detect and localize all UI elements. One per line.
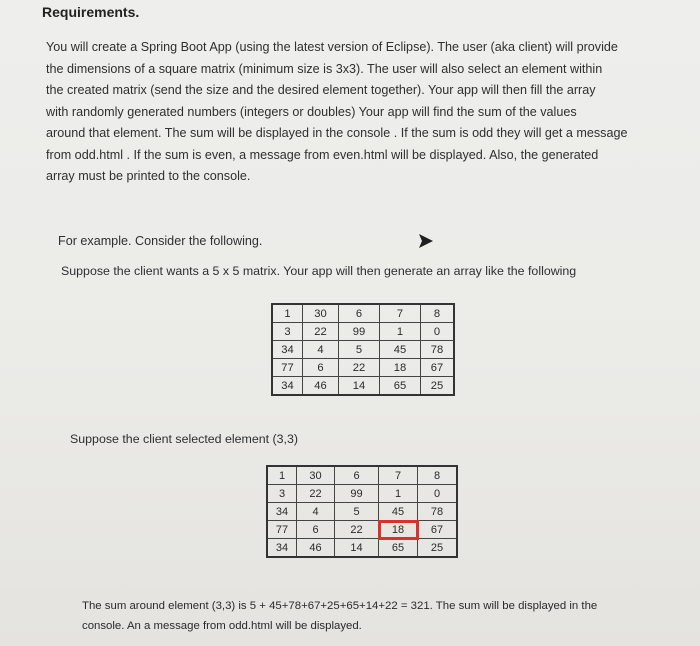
matrix-cell: 0 — [418, 485, 458, 503]
highlighted-matrix-table — [266, 465, 458, 558]
matrix-cell: 0 — [421, 323, 455, 341]
paragraph-line: the created matrix (send the size and the desired element together). Your app will then fill the array — [46, 83, 596, 97]
matrix-cell: 30 — [297, 466, 335, 485]
requirements-heading: Requirements. — [42, 4, 140, 20]
paragraph-line: from odd.html . If the sum is even, a message from even.html will be displayed. Also, the generated — [46, 147, 599, 162]
matrix-row — [272, 377, 454, 396]
matrix-cell: 99 — [339, 323, 380, 341]
matrix-cell: 1 — [267, 466, 297, 485]
matrix-cell: 4 — [297, 503, 335, 521]
example-intro: For example. Consider the following. — [58, 234, 263, 248]
matrix-row — [267, 539, 457, 558]
matrix-cell: 30 — [303, 304, 339, 323]
matrix-cell: 65 — [380, 377, 421, 396]
matrix-cell: 1 — [379, 485, 418, 503]
selected-element-text: Suppose the client selected element (3,3) — [70, 432, 298, 446]
matrix-cell: 25 — [418, 539, 458, 558]
matrix-cell: 6 — [335, 466, 379, 485]
matrix-row — [267, 521, 457, 539]
matrix-cell: 34 — [272, 341, 303, 359]
matrix-row — [272, 341, 454, 359]
matrix-cell: 22 — [303, 323, 339, 341]
matrix-cell: 7 — [380, 304, 421, 323]
matrix-cell: 99 — [335, 485, 379, 503]
matrix-row — [272, 323, 454, 341]
sum-explanation — [82, 596, 642, 636]
paragraph-line: with randomly generated numbers (integers or doubles) Your app will find the sum of the values — [46, 104, 577, 119]
matrix-cell: 14 — [335, 539, 379, 558]
matrix-cell: 78 — [418, 503, 458, 521]
matrix-row — [267, 503, 457, 521]
matrix-cell: 34 — [267, 539, 297, 558]
matrix-cell: 34 — [272, 377, 303, 396]
matrix-row — [272, 359, 454, 377]
matrix-row — [267, 466, 457, 485]
paragraph-line: the dimensions of a square matrix (minimum size is 3x3). The user will also select an element within — [46, 61, 603, 76]
matrix-cell: 7 — [379, 466, 418, 485]
matrix-cell: 46 — [297, 539, 335, 558]
matrix-cell: 1 — [272, 304, 303, 323]
matrix-cell: 4 — [303, 341, 339, 359]
matrix-row — [272, 304, 454, 323]
matrix-cell: 3 — [272, 323, 303, 341]
generated-matrix-table — [271, 303, 455, 396]
matrix-row — [267, 485, 457, 503]
paragraph-line: array must be printed to the console. — [46, 169, 251, 183]
matrix-cell: 14 — [339, 377, 380, 396]
matrix-cell: 45 — [380, 341, 421, 359]
matrix-cell: 77 — [272, 359, 303, 377]
matrix-cell: 67 — [418, 521, 458, 539]
sum-line: console. An a message from odd.html will be displayed. — [82, 620, 362, 632]
matrix-cell: 78 — [421, 341, 455, 359]
matrix-cell: 67 — [421, 359, 455, 377]
matrix-cell: 8 — [418, 466, 458, 485]
matrix-cell: 5 — [335, 503, 379, 521]
matrix-cell: 45 — [379, 503, 418, 521]
matrix-cell: 77 — [267, 521, 297, 539]
paragraph-line: You will create a Spring Boot App (using the latest version of Eclipse). The user (aka client) will provide — [46, 40, 618, 54]
matrix-cell: 22 — [297, 485, 335, 503]
matrix-cell: 25 — [421, 377, 455, 396]
matrix-cell: 5 — [339, 341, 380, 359]
matrix-cell: 22 — [335, 521, 379, 539]
suppose-matrix-text: Suppose the client wants a 5 x 5 matrix. Your app will then generate an array like the following — [61, 264, 577, 278]
paragraph-line: around that element. The sum will be displayed in the console . If the sum is odd they will get a message — [46, 126, 628, 140]
matrix-cell: 6 — [297, 521, 335, 539]
sum-line: The sum around element (3,3) is 5 + 45+78+67+25+65+14+22 = 321. The sum will be displayed in the — [82, 600, 598, 612]
matrix-cell: 34 — [267, 503, 297, 521]
matrix-cell: 6 — [339, 304, 380, 323]
matrix-cell: 1 — [380, 323, 421, 341]
selected-matrix-cell: 18 — [379, 521, 418, 539]
matrix-cell: 65 — [379, 539, 418, 558]
matrix-cell: 6 — [303, 359, 339, 377]
matrix-cell: 3 — [267, 485, 297, 503]
matrix-cell: 18 — [380, 359, 421, 377]
matrix-cell: 46 — [303, 377, 339, 396]
requirements-paragraph — [46, 37, 656, 188]
matrix-cell: 8 — [421, 304, 455, 323]
mouse-pointer-icon — [418, 232, 434, 250]
matrix-cell: 22 — [339, 359, 380, 377]
